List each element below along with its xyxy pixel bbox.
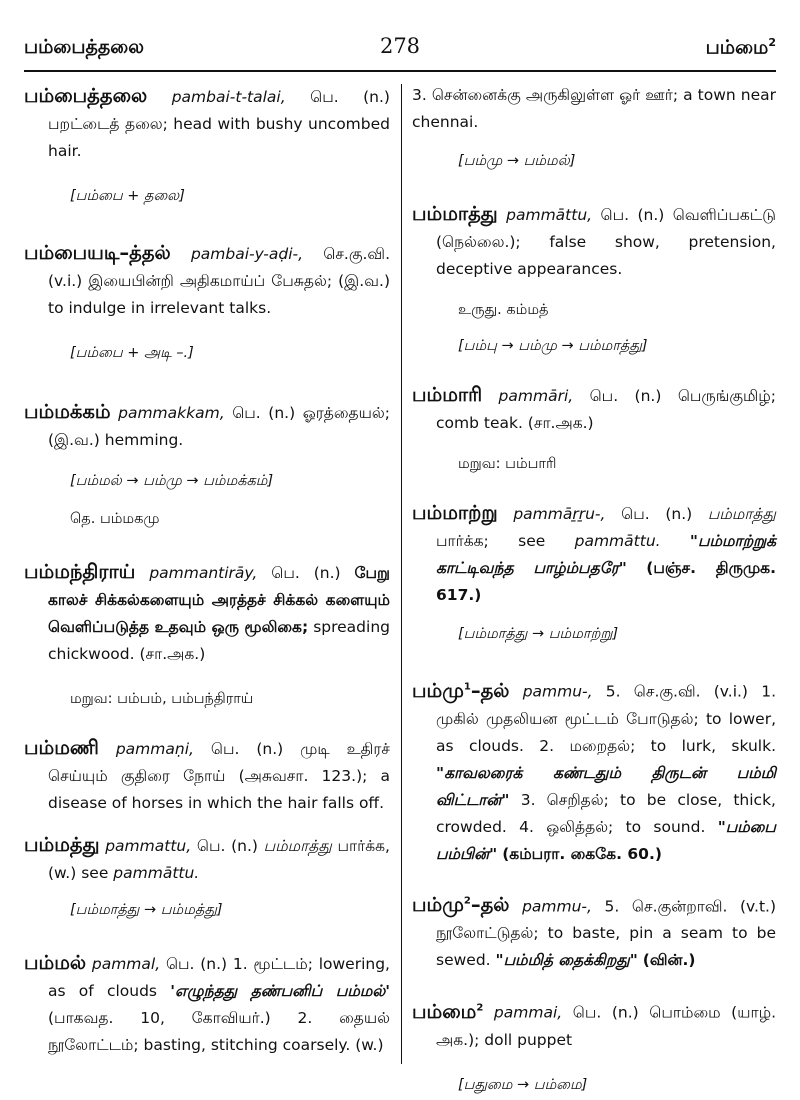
definition: பொம்மை (யாழ். அக.); doll puppet (436, 1003, 776, 1049)
transliteration: pambai-t-talai, (171, 88, 286, 106)
transliteration: pammāṟṟu-, (513, 505, 606, 523)
dictionary-entry (412, 499, 776, 609)
left-column (24, 82, 390, 1059)
cognate-note: தெ. பம்மகமு (70, 511, 160, 527)
definition: பார்க்க; see (436, 532, 546, 550)
headword: பம்பையடி–த்தல் (24, 241, 171, 264)
part-of-speech: பெ. (n.) (271, 564, 341, 582)
definition-english: spreading chickwood. (சா.அக.) (48, 618, 390, 663)
part-of-speech: பெ. (n.) (210, 740, 284, 758)
quotation: "பம்மாற்றுக் காட்டிவந்த பாழ்ம்பதரே" (436, 532, 776, 577)
dictionary-entry (24, 239, 390, 322)
etymology: [பம்மாத்து → பம்மத்து] (70, 902, 223, 918)
part-of-speech: பெ. (n.) (310, 88, 390, 106)
header-rule (24, 70, 776, 72)
headword: பம்மாத்து (412, 202, 498, 225)
dictionary-entry (24, 949, 390, 1059)
etymology: [பம்பை + அடி –.] (70, 345, 194, 361)
transliteration: pammantirāy, (149, 564, 258, 582)
transliteration: pammāttu, (506, 206, 593, 224)
dictionary-entry (24, 398, 390, 454)
cross-reference: பம்மாத்து (263, 837, 332, 855)
part-of-speech: பெ. (n.) (621, 505, 693, 523)
page-header (0, 0, 800, 72)
citation-source: (வின்.) (642, 951, 696, 969)
quotation: 'எழுந்தது தண்பனிப் பம்மல்' (170, 982, 390, 1000)
etymology: [பம்மு → பம்மல்] (458, 153, 576, 169)
etymology: [பம்பு → பம்மு → பம்மாத்து] (458, 338, 648, 354)
definition: 1. மூட்டம்; lowering, as of clouds (48, 955, 390, 1000)
quotation: "காவலரைக் கண்டதும் திருடன் பம்மி விட்டான்" (436, 763, 776, 809)
cross-reference-translit: pammāttu. (574, 532, 661, 550)
definition-continued: (பாகவத. 10, கோவியர்.) 2. தையல் நூலோட்டம்; basting, stitching coarsely. (w.) (48, 1009, 390, 1054)
headword: பம்மை$^2$ (412, 999, 484, 1023)
transliteration: pambai-y-aḍi-, (190, 245, 304, 263)
etymology: [பதுமை → பம்மை] (458, 1076, 588, 1093)
part-of-speech: 5. செ.குன்றாவி. (v.t.) (604, 897, 776, 915)
definition: (v.i.) இயைபின்றி அதிகமாய்ப் பேசுதல்; (இ.வ.) to indulge in irrelevant talks. (48, 272, 390, 317)
quotation: "பம்பை பம்பின்" (436, 817, 776, 863)
headword: பம்மு$^2$–தல் (412, 893, 510, 916)
headword: பம்மல் (24, 951, 87, 974)
headword: பம்மக்கம் (24, 400, 111, 423)
definition: 3. சென்னைக்கு அருகிலுள்ள ஓர் ஊர்; a town near chennai. (412, 86, 776, 131)
dictionary-entry (24, 734, 390, 817)
dictionary-entry (412, 200, 776, 283)
transliteration: pammāri, (498, 387, 574, 405)
transliteration: pammaṇi, (115, 740, 194, 758)
definition-continued: 3. செறிதல்; to be close, thick, crowded. 4. ஒலித்தல்; to sound. (436, 790, 776, 836)
citation-source: (பஞ்ச. திருமுக. 617.) (436, 559, 776, 604)
transliteration: pammai, (493, 1003, 563, 1022)
etymology: [பம்மல் → பம்மு → பம்மக்கம்] (70, 473, 274, 489)
definition: முடி உதிரச் செய்யும் குதிரை நோய் (அசுவசா. 123.); a disease of horses in which the hair falls off. (48, 740, 390, 812)
definition: வெளிப்பகட்டு (நெல்லை.); false show, pretension, deceptive appearances. (436, 206, 776, 278)
transliteration: pammakkam, (118, 404, 225, 422)
dictionary-entry (412, 994, 776, 1054)
definition: ஓரத்தையல்; (இ.வ.) hemming. (48, 404, 390, 449)
definition-tamil: பேறு காலச் சிக்கல்களையும் அரத்தச் சிக்கல் களையும் வெளிப்படுத்த உதவும் ஒரு மூலிகை; (48, 564, 390, 636)
headword: பம்மணி (24, 736, 99, 759)
continued-entry (412, 82, 776, 136)
cognate-note: உருது. கம்மத் (458, 302, 549, 318)
headword: பம்மந்திராய் (24, 560, 136, 583)
dictionary-entry (412, 888, 776, 975)
dictionary-entry (412, 381, 776, 437)
part-of-speech: பெ. (n.) (165, 955, 228, 973)
part-of-speech: பெ. (n.) (196, 837, 258, 855)
part-of-speech: பெ. (n.) (572, 1003, 639, 1022)
transliteration: pammu-, (522, 682, 593, 701)
column-divider (401, 84, 402, 1064)
definition: நூலோட்டுதல்; to baste, pin a seam to be sewed. (436, 924, 776, 969)
headword: பம்மத்து (24, 833, 100, 856)
part-of-speech: பெ. (n.) (600, 206, 665, 224)
part-of-speech: பெ. (n.) (232, 404, 296, 422)
citation-source: (கம்பரா. கைகே. 60.) (502, 844, 662, 863)
header-right-word: பம்மை$^2$ (705, 36, 776, 59)
definition: 1. முகில் முதலியன மூட்டம் போடுதல்; to lower, as clouds. 2. மறைதல்; to lurk, skulk. (436, 682, 776, 755)
headword: பம்மு$^1$–தல் (412, 678, 510, 702)
dictionary-entry (24, 558, 390, 668)
etymology: [பம்மாத்து → பம்மாற்று] (458, 626, 619, 642)
headword: பம்மாற்று (412, 501, 498, 524)
right-column (412, 82, 776, 1096)
definition: பறட்டைத் தலை; head with bushy uncombed hair. (48, 115, 390, 160)
dictionary-entry (412, 673, 776, 868)
dictionary-entry (24, 82, 390, 165)
definition: பார்க்க, (w.) see (48, 837, 390, 882)
header-left-word: பம்பைத்தலை (24, 36, 145, 58)
transliteration: pammal, (91, 955, 161, 973)
part-of-speech: 5. செ.கு.வி. (v.i.) (605, 682, 748, 701)
part-of-speech: பெ. (n.) (589, 387, 662, 405)
transliteration: pammu-, (522, 897, 592, 915)
definition: பெருங்குமிழ்; comb teak. (சா.அக.) (436, 387, 776, 432)
page-number: 278 (379, 34, 421, 58)
etymology: [பம்பை + தலை] (70, 188, 185, 204)
cross-reference: பம்மாத்து (707, 505, 776, 523)
transliteration: pammattu, (105, 837, 192, 855)
quotation: "பம்மித் தைக்கிறது" (495, 951, 638, 969)
headword: பம்பைத்தலை (24, 84, 148, 107)
headword: பம்மாரி (412, 383, 483, 406)
synonym-note: மறுவ: பம்பாரி (458, 456, 557, 472)
dictionary-entry (24, 831, 390, 887)
synonym-note: மறுவ: பம்பம், பம்பந்திராய் (70, 691, 254, 707)
part-of-speech: செ.கு.வி. (323, 245, 390, 263)
cross-reference-translit: pammāttu. (113, 864, 200, 882)
